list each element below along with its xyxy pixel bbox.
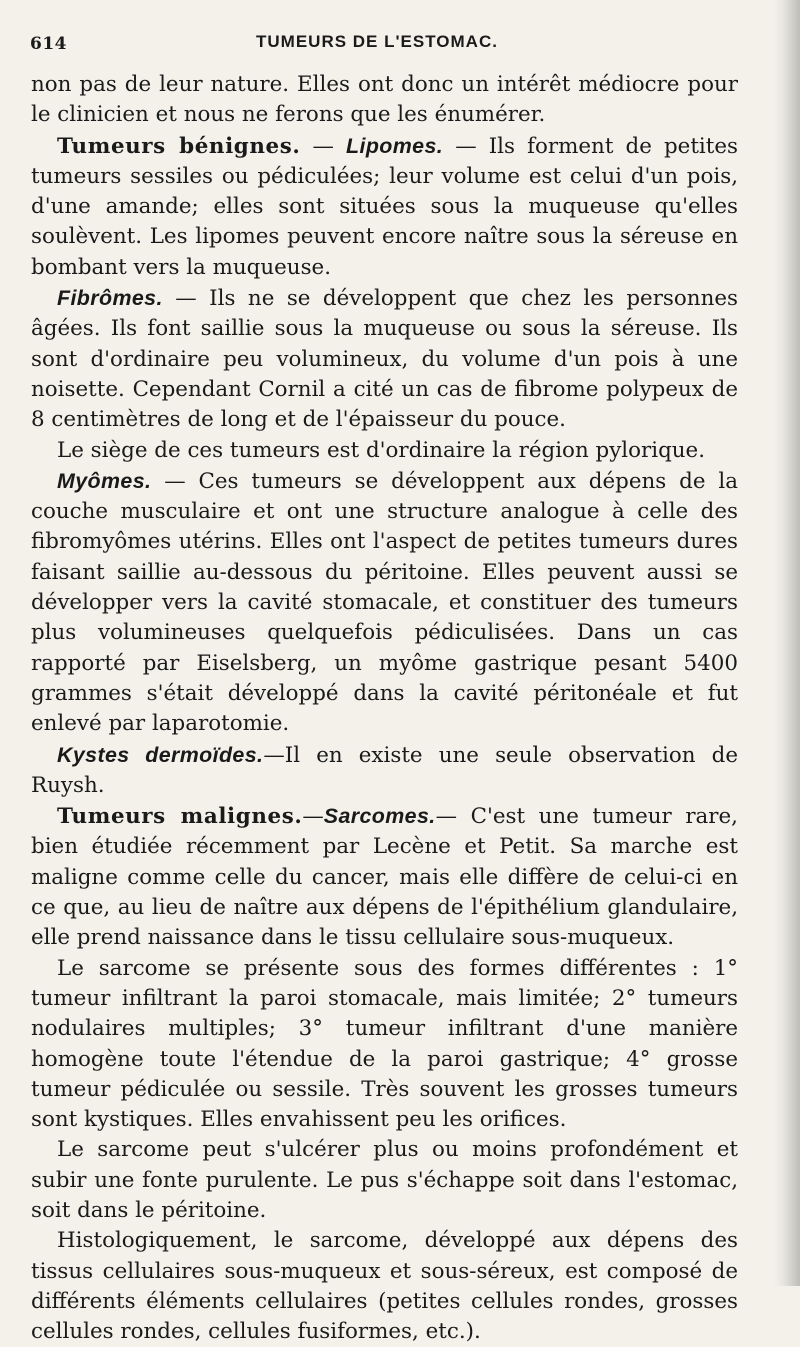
running-head	[30, 30, 765, 60]
section-heading-tumeurs-benignes: Tumeurs bénignes.	[57, 133, 301, 159]
page-number: 614	[30, 34, 67, 54]
paragraph-myomes	[31, 466, 738, 740]
paragraph-text: Ces tumeurs se développent aux dépens de la couche musculaire et ont une structure analogue à celle des fibromyômes utérins. Elles ont l'aspect de petites tumeurs dures faisant saillie au-dessous du péritoine. Elles peuvent aussi se développer vers la cavité stomacale, et constituer des tumeurs plus volumineuses quelquefois pédiculisées. Dans un cas rapporté par Eiselsberg, un myôme gastrique pesant 5400 grammes s'était développé dans la cavité péritonéale et fut enlevé par laparotomie.	[31, 468, 738, 737]
paragraph-histologie	[31, 1226, 738, 1347]
page-edge-shadow	[774, 0, 800, 1286]
paragraph-continuation	[31, 70, 738, 131]
paragraph-text: Histologiquement, le sarcome, développé aux dépens des tissus cellulaires sous-muqueux et sous-séreux, est composé de différents éléments cellulaires (petites cellules rondes, grosses cellules rondes, cellules fusiformes, etc.).	[31, 1228, 738, 1345]
paragraph-text: Ils ne se développent que chez les personnes âgées. Ils font saillie sous la muqueuse ou sous la séreuse. Ils sont d'ordinaire peu volumineux, du volume d'un pois à une noisette. Cependant Cornil a cité un cas de fibrome polypeux de 8 centimètres de long et de l'épaisseur du pouce.	[31, 286, 738, 433]
dash-separator: —	[435, 804, 471, 830]
dash-separator: —	[443, 133, 489, 159]
subheading-lipomes: Lipomes.	[346, 133, 444, 158]
running-title: TUMEURS DE L'ESTOMAC.	[256, 32, 498, 51]
paragraph-fibromes	[31, 283, 738, 435]
paragraph-lipomes	[31, 131, 738, 283]
paragraph-sarcomes	[31, 801, 738, 953]
dash-separator: —	[302, 804, 324, 830]
paragraph-siege	[31, 436, 738, 466]
paragraph-text: Ils forment de petites tumeurs sessiles ou pédiculées; leur volume est celui d'un pois, d'une amande; elles sont situées sous la muqueuse qu'elles soulèvent. Les lipomes peuvent encore naître sous la séreuse en bombant vers la muqueuse.	[31, 133, 738, 280]
subheading-kystes-dermoides: Kystes dermoïdes.	[57, 742, 264, 767]
paragraph-text: Le siège de ces tumeurs est d'ordinaire la région pylorique.	[57, 437, 706, 463]
paragraph-text: C'est une tumeur rare, bien étudiée récemment par Lecène et Petit. Sa marche est maligne comme celle du cancer, mais elle diffère de celui-ci en ce que, au lieu de naître aux dépens de l'épithélium glandulaire, elle prend naissance dans le tissu cellulaire sous-muqueux.	[31, 804, 738, 951]
dash-separator: —	[263, 742, 285, 768]
subheading-fibromes: Fibrômes.	[57, 286, 163, 311]
paragraph-text: Le sarcome se présente sous des formes différentes : 1° tumeur infiltrant la paroi stomacale, mais limitée; 2° tumeurs nodulaires multiples; 3° tumeur infiltrant d'une manière homogène toute l'étendue de la paroi gastrique; 4° grosse tumeur pédiculée ou sessile. Très souvent les grosses tumeurs sont kystiques. Elles envahissent peu les orifices.	[31, 955, 738, 1133]
dash-separator: —	[162, 286, 210, 312]
subheading-myomes: Myômes.	[57, 468, 152, 493]
section-heading-tumeurs-malignes: Tumeurs malignes.	[57, 804, 303, 830]
dash-separator: —	[300, 133, 347, 159]
subheading-sarcomes: Sarcomes.	[323, 804, 436, 829]
body-text	[31, 70, 738, 1347]
paragraph-text: Il en existe une seule observation de Ruysh.	[31, 742, 738, 798]
paragraph-kystes	[31, 740, 738, 802]
paragraph-text: Le sarcome peut s'ulcérer plus ou moins profondément et subir une fonte purulente. Le pus s'échappe soit dans l'estomac, soit dans le péritoine.	[31, 1137, 738, 1223]
dash-separator: —	[151, 468, 199, 494]
paragraph-text: non pas de leur nature. Elles ont donc un intérêt médiocre pour le clinicien et nous ne ferons que les énumérer.	[31, 72, 738, 128]
paragraph-ulceration	[31, 1135, 738, 1226]
paragraph-formes	[31, 954, 738, 1136]
